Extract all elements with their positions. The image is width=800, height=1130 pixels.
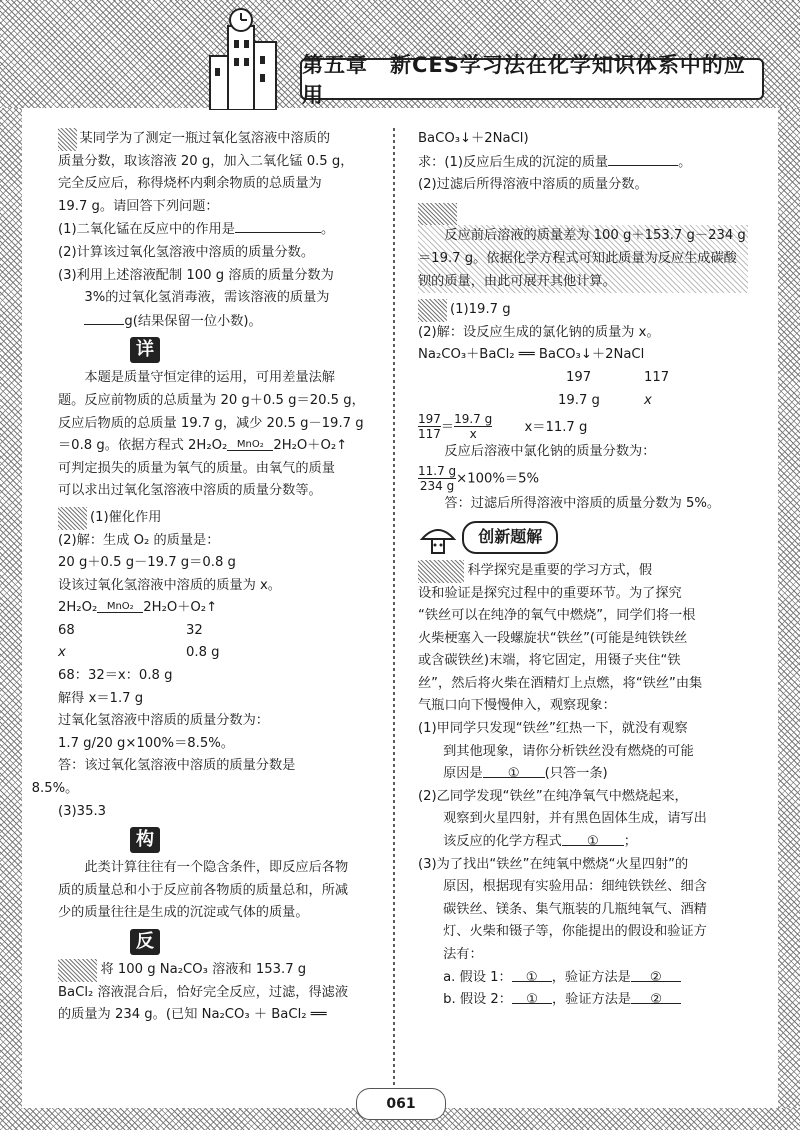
- fraction: $\frac{19.7 g}{x}$: [454, 412, 493, 442]
- percent-calc: $\frac{11.7 g}{234 g}$ ×100%＝5%: [418, 463, 540, 493]
- structure-line: 质的质量总和小于反应前各物质的质量总和，所减: [58, 882, 349, 898]
- structure-badge-icon: 构: [130, 827, 160, 853]
- hypothesis-b: b. 假设 2： ① ，验证方法是 ②: [418, 989, 748, 1012]
- solution-line: 设该过氧化氢溶液中溶质的质量为 x。: [58, 577, 281, 593]
- fraction: $\frac{11.7 g}{234 g}$: [418, 463, 457, 493]
- practice-question-1: 求：(1)反应后生成的沉淀的质量 。: [418, 151, 748, 175]
- source-label: [58, 959, 97, 982]
- innovation-line: 设和验证是探究过程中的重要环节。为了探究: [418, 585, 682, 601]
- fraction: $\frac{197}{117}$: [418, 412, 441, 442]
- ratio-row: 68 32: [58, 622, 203, 638]
- innovation-q3: 碳铁丝、镁条、集气瓶装的几瓶纯氧气、酒精: [443, 901, 707, 917]
- ratio-row: 19.7 g x: [558, 392, 652, 408]
- page-number: 061: [356, 1088, 446, 1120]
- practice-line: BaCO₃↓＋2NaCl): [418, 131, 529, 146]
- innovation-q1: (1)甲同学只发现“铁丝”红热一下，就没有观察: [418, 721, 688, 737]
- left-column: [31, 128, 380, 1027]
- innovation-q2: 该反应的化学方程式 ① ；: [418, 831, 748, 854]
- solution-line: 解得 x＝1.7 g: [58, 690, 144, 706]
- innovation-q3: 原因，根据现有实验用品：细纯铁铁丝、细含: [443, 879, 707, 895]
- answer-line: 答：过滤后所得溶液中溶质的质量分数为 5%。: [444, 495, 721, 511]
- ratio-row: x 0.8 g: [58, 645, 220, 661]
- answer-label: [58, 507, 87, 530]
- source-label: [418, 560, 464, 583]
- practice-line: BaCl₂ 溶液混合后，恰好完全反应，过滤，得滤液: [58, 984, 349, 1000]
- explanation-line: 可以求出过氧化氢溶液中溶质的质量分数等。: [58, 483, 322, 499]
- detail-badge-icon: 详: [130, 337, 160, 363]
- right-column: [418, 128, 748, 1012]
- innovation-line: “铁丝可以在纯净的氧气中燃烧”，同学们将一根: [418, 608, 696, 624]
- answer-blank[interactable]: ②: [631, 989, 681, 1004]
- explanation-line: 题。反应前物质的总质量为 20 g＋0.5 g＝20.5 g，: [58, 392, 365, 408]
- answer-blank[interactable]: ①: [512, 967, 552, 982]
- reaction-arrow: MnO₂: [227, 440, 273, 451]
- structure-line: 少的质量往往是生成的沉淀或气体的质量。: [58, 905, 309, 921]
- building-clock-icon: [200, 6, 300, 110]
- chapter-title: 第五章 新CES学习法在化学知识体系中的应用: [300, 58, 764, 100]
- answer-blank[interactable]: ①: [562, 831, 624, 846]
- explanation-line: 反应后物质的总质量 19.7 g，减少 20.5 g－19.7 g: [58, 415, 364, 431]
- problem-line: 19.7 g。请回答下列问题：: [58, 198, 219, 214]
- answer-line: (1)19.7 g: [418, 299, 748, 322]
- innovation-q1: 原因是 ① (只答一条): [418, 763, 748, 786]
- answer-label: [418, 299, 447, 322]
- question-3: (3)利用上述溶液配制 100 g 溶质的质量分数为: [58, 267, 334, 283]
- tag-label: [58, 128, 77, 151]
- solution-equation: 2H₂O₂ MnO₂ 2H₂O＋O₂↑: [58, 600, 218, 616]
- innovation-line: 或含碳铁丝)末端，将它固定，用镊子夹住“铁: [418, 653, 681, 669]
- hint-text: 反应前后溶液的质量差为 100 g＋153.7 g－234 g＝19.7 g。依据化学方程式可知此质量为反应生成碳酸钡的质量，由此可展开其他计算。: [418, 225, 748, 293]
- innovation-line: 火柴梗塞入一段螺旋状“铁丝”(可能是纯铁铁丝: [418, 630, 688, 646]
- innovation-q1: 到其他现象，请你分析铁丝没有燃烧的可能: [443, 743, 694, 759]
- innovation-q3: (3)为了找出“铁丝”在纯氧中燃烧“火星四射”的: [418, 856, 689, 872]
- answer-blank[interactable]: [84, 310, 124, 325]
- solution-line: 答：该过氧化氢溶液中溶质的质量分数是: [58, 758, 296, 774]
- question-2: (2)计算该过氧化氢溶液中溶质的质量分数。: [58, 244, 315, 260]
- ratio-row: 197 117: [566, 369, 670, 385]
- answer-blank[interactable]: ①: [483, 763, 545, 778]
- innovation-line: 丝”，然后将火柴在酒精灯上点燃，将“铁丝”由集: [418, 675, 703, 691]
- right-border-texture: [778, 108, 800, 1130]
- answer-blank[interactable]: ②: [631, 967, 681, 982]
- innovation-intro: 科学探究是重要的学习方式，假: [418, 560, 748, 583]
- mushroom-icon: [418, 521, 458, 555]
- innovation-q3: 灯、火柴和镊子等，你能提出的假设和验证方: [443, 924, 707, 940]
- innovation-section: [418, 515, 748, 560]
- answer-blank[interactable]: [235, 218, 321, 233]
- answer-equation: Na₂CO₃＋BaCl₂ ══ BaCO₃↓＋2NaCl: [418, 347, 645, 363]
- reverse-badge-icon: 反: [130, 929, 160, 955]
- solution-line: 1.7 g/20 g×100%＝8.5%。: [58, 735, 234, 751]
- practice-line: 将 100 g Na₂CO₃ 溶液和 153.7 g: [58, 959, 380, 982]
- answer-blank[interactable]: [608, 151, 678, 166]
- solution-line: 过氧化氢溶液中溶质的质量分数为：: [58, 713, 269, 729]
- explanation-equation: ＝0.8 g。依据方程式 2H₂O₂ MnO₂ 2H₂O＋O₂↑: [58, 438, 348, 454]
- question-3-blank: g(结果保留一位小数)。: [58, 310, 380, 334]
- answer-line: (2)解：设反应生成的氯化钠的质量为 x。: [418, 324, 660, 340]
- column-divider: [390, 128, 398, 1088]
- question-3-cont: 3%的过氧化氢消毒液，需该溶液的质量为: [84, 290, 330, 306]
- innovation-line: 气瓶口向下慢慢伸入，观察现象：: [418, 698, 616, 714]
- solution-line: 20 g＋0.5 g－19.7 g＝0.8 g: [58, 555, 236, 571]
- solution-line: 68：32＝x：0.8 g: [58, 668, 173, 684]
- proportion: $\frac{197}{117}$ ＝ $\frac{19.7 g}{x}$ x＝11.7 g: [418, 412, 588, 442]
- hypothesis-a: a. 假设 1： ① ，验证方法是 ②: [418, 967, 748, 990]
- reaction-arrow: MnO₂: [97, 602, 143, 613]
- explanation-line: 可判定损失的质量为氧气的质量。由氧气的质量: [58, 460, 335, 476]
- problem-line: 某同学为了测定一瓶过氧化氢溶液中溶质的: [58, 128, 380, 151]
- question-1: (1)二氧化锰在反应中的作用是 。: [58, 218, 380, 242]
- explanation-line: 本题是质量守恒定律的运用，可用差量法解: [84, 370, 335, 386]
- practice-question-2: (2)过滤后所得溶液中溶质的质量分数。: [418, 177, 648, 193]
- problem-line: 完全反应后，称得烧杯内剩余物质的总质量为: [58, 176, 322, 192]
- problem-line: 质量分数，取该溶液 20 g，加入二氧化锰 0.5 g，: [58, 153, 354, 169]
- left-border-texture: [0, 108, 22, 1130]
- innovation-q2: 观察到火星四射，并有黑色固体生成，请写出: [443, 811, 707, 827]
- hint-label: [418, 203, 457, 226]
- solution-line: (2)解：生成 O₂ 的质量是：: [58, 532, 220, 548]
- answer-blank[interactable]: ①: [512, 989, 552, 1004]
- hint-tag: [418, 203, 748, 226]
- solution-line: (3)35.3: [58, 803, 107, 819]
- solution-line: (1)催化作用: [58, 507, 380, 530]
- innovation-q3: 法有：: [443, 947, 483, 962]
- innovation-q2: (2)乙同学发现“铁丝”在纯净氧气中燃烧起来，: [418, 788, 688, 804]
- structure-line: 此类计算往往有一个隐含条件，即反应后各物: [84, 860, 349, 876]
- answer-line: 反应后溶液中氯化钠的质量分数为：: [444, 444, 656, 460]
- practice-line: 的质量为 234 g。(已知 Na₂CO₃ ＋ BaCl₂ ══: [58, 1007, 327, 1023]
- solution-line: 8.5%。: [31, 781, 79, 797]
- section-title: 创新题解: [462, 521, 558, 554]
